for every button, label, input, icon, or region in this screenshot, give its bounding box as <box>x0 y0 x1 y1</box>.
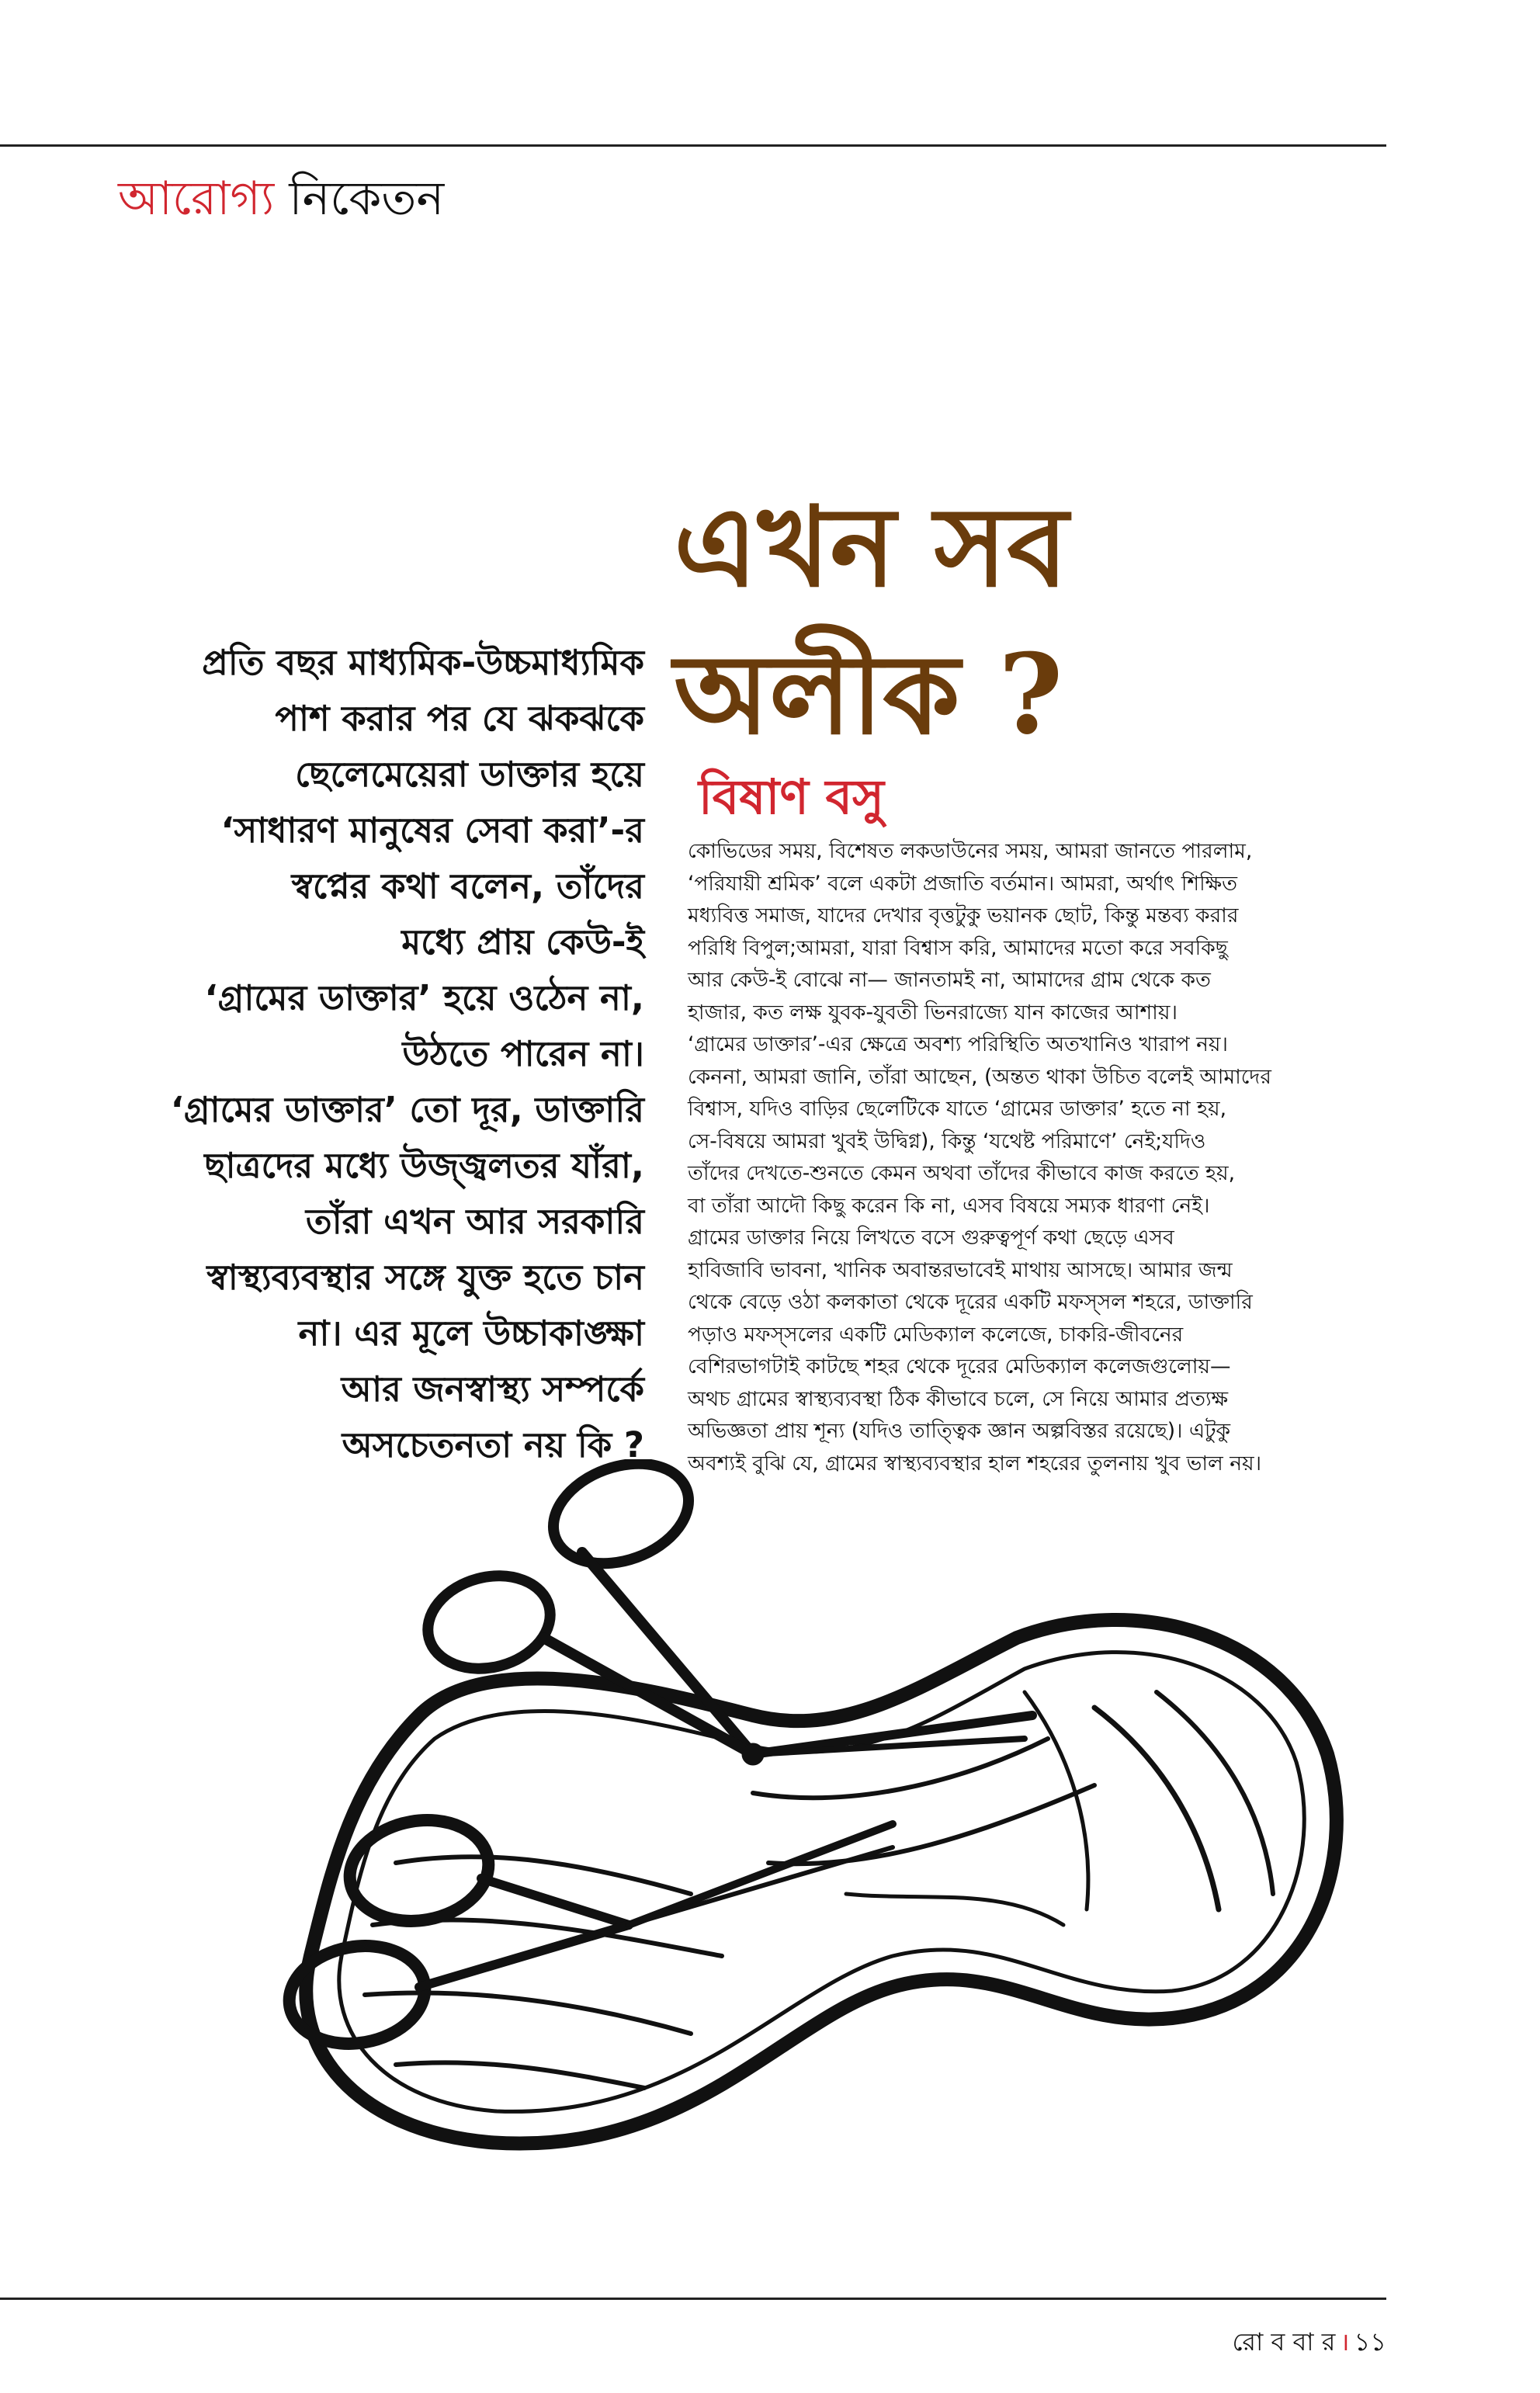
article-headline <box>674 473 1372 768</box>
pull-quote-line: স্বপ্নের কথা বলেন, তাঁদের <box>291 865 644 907</box>
page-footer <box>1232 2322 1386 2364</box>
pull-quote-line: প্রতি বছর মাধ্যমিক-উচ্চমাধ্যমিক <box>202 642 644 683</box>
body-text-line: অবশ্যই বুঝি যে, গ্রামের স্বাস্থ্যব্যবস্থার হাল শহরের তুলনায় খুব ভাল নয়। <box>688 1451 1262 1476</box>
pull-quote-line: ‘সাধারণ মানুষের সেবা করা’-র <box>220 810 644 851</box>
body-text-line: হাজার, কত লক্ষ যুবক-যুবতী ভিনরাজ্যে যান কাজের আশায়। <box>688 1000 1178 1025</box>
pull-quote-line: না। এর মূলে উচ্চাকাঙ্ক্ষা <box>298 1313 644 1354</box>
section-header-part2: নিকেতন <box>289 172 445 226</box>
body-text-line: আর কেউ-ই বোঝে না— জানতামই না, আমাদের গ্রাম থেকে কত <box>688 968 1211 992</box>
top-rule <box>0 144 1386 147</box>
body-text-line: মধ্যবিত্ত সমাজ, যাদের দেখার বৃত্তটুকু ভয়ানক ছোট, কিন্তু মন্তব্য করার <box>688 903 1239 928</box>
page-number: ১১ <box>1354 2327 1386 2357</box>
body-text-line: কোভিডের সময়, বিশেষত লকডাউনের সময়, আমরা জানতে পারলাম, <box>688 839 1253 863</box>
pull-quote-line: আর জনস্বাস্থ্য সম্পর্কে <box>341 1368 644 1410</box>
body-text-line: অভিজ্ঞতা প্রায় শূন্য (যদিও তাত্ত্বিক জ্ঞান অল্পবিস্তর রয়েছে)। এটুকু <box>688 1419 1231 1443</box>
scissors-illustration <box>256 1459 1358 2189</box>
article-body <box>688 835 1386 1479</box>
body-text-line: বিশ্বাস, যদিও বাড়ির ছেলেটিকে যাতে ‘গ্রামের ডাক্তার’ হতে না হয়, <box>688 1097 1226 1121</box>
pull-quote-line: ছেলেমেয়েরা ডাক্তার হয়ে <box>295 754 644 795</box>
body-text-line: তাঁদের দেখতে-শুনতে কেমন অথবা তাঁদের কীভাবে কাজ করতে হয়, <box>688 1161 1236 1185</box>
pull-quote-line: ‘গ্রামের ডাক্তার’ তো দূর, ডাক্তারি <box>170 1089 644 1130</box>
section-header-part1: আরোগ্য <box>118 172 275 226</box>
section-header <box>118 163 444 241</box>
body-text-line: ‘পরিযায়ী শ্রমিক’ বলে একটা প্রজাতি বর্তমান। আমরা, অর্থাৎ শিক্ষিত <box>688 871 1238 896</box>
body-text-line: বা তাঁরা আদৌ কিছু করেন কি না, এসব বিষয়ে সম্যক ধারণা নেই। <box>688 1193 1210 1218</box>
body-text-line: সে-বিষয়ে আমরা খুবই উদ্বিগ্ন), কিন্তু ‘যথেষ্ট পরিমাণে’ নেই;যদিও <box>688 1129 1206 1153</box>
body-text-line: হাবিজাবি ভাবনা, খানিক অবান্তরভাবেই মাথায় আসছে। আমার জন্ম <box>688 1257 1233 1282</box>
pull-quote-line: স্বাস্থ্যব্যবস্থার সঙ্গে যুক্ত হতে চান <box>206 1257 644 1298</box>
body-text-line: বেশিরভাগটাই কাটছে শহর থেকে দূরের মেডিক্যাল কলেজগুলোয়— <box>688 1354 1231 1379</box>
author-byline: বিষাণ বসু <box>699 768 884 825</box>
headline-line-2: অলীক ? <box>674 630 1063 759</box>
pull-quote-line: মধ্যে প্রায় কেউ-ই <box>401 921 644 962</box>
body-text-line: ‘গ্রামের ডাক্তার’-এর ক্ষেত্রে অবশ্য পরিস্থিতি অতখানিও খারাপ নয়। <box>688 1032 1228 1056</box>
body-text-line: গ্রামের ডাক্তার নিয়ে লিখতে বসে গুরুত্বপূর্ণ কথা ছেড়ে এসব <box>688 1226 1174 1250</box>
body-text-line: থেকে বেড়ে ওঠা কলকাতা থেকে দূরের একটি মফস্সল শহরে, ডাক্তারি <box>688 1290 1253 1314</box>
pull-quote-line: অসচেতনতা নয় কি ? <box>342 1424 644 1465</box>
body-text-line: পরিধি বিপুল;আমরা, যারা বিশ্বাস করি, আমাদের মতো করে সবকিছু <box>688 935 1228 960</box>
body-text-line: কেননা, আমরা জানি, তাঁরা আছেন, (অন্তত থাকা উচিত বলেই আমাদের <box>688 1064 1271 1089</box>
body-text-line: পড়াও মফস্সলের একটি মেডিক্যাল কলেজে, চাকরি-জীবনের <box>688 1322 1184 1347</box>
footer-separator: । <box>1340 2327 1350 2357</box>
headline-line-1: এখন সব <box>674 483 1069 612</box>
bottom-rule <box>0 2298 1386 2300</box>
pull-quote-line: উঠতে পারেন না। <box>402 1033 644 1074</box>
pull-quote-line: ছাত্রদের মধ্যে উজ্জ্বলতর যাঁরা, <box>204 1145 644 1186</box>
pull-quote-line: তাঁরা এখন আর সরকারি <box>305 1201 644 1242</box>
pull-quote-line: ‘গ্রামের ডাক্তার’ হয়ে ওঠেন না, <box>204 977 644 1018</box>
pull-quote <box>109 635 644 1473</box>
publication-name: রো ব বা র <box>1232 2327 1336 2357</box>
body-text-line: অথচ গ্রামের স্বাস্থ্যব্যবস্থা ঠিক কীভাবে চলে, সে নিয়ে আমার প্রত্যক্ষ <box>688 1386 1229 1411</box>
pull-quote-line: পাশ করার পর যে ঝকঝকে <box>275 698 644 739</box>
